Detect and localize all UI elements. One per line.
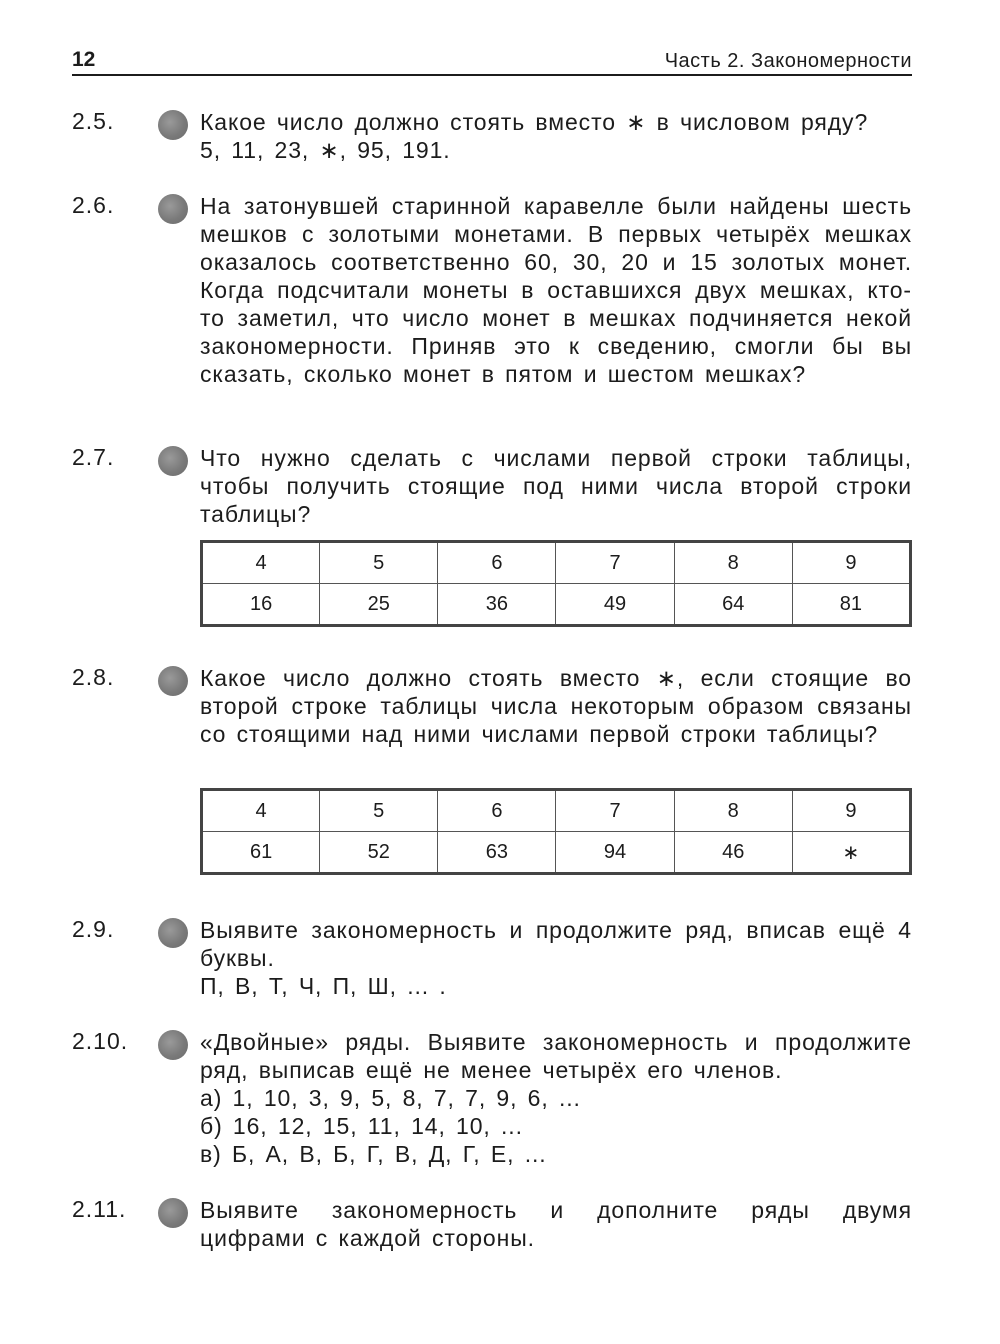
page-header — [72, 44, 912, 76]
table-cell: 64 — [674, 584, 792, 626]
table-row — [202, 542, 911, 584]
problem-text: Выявите закономерность и продолжите ряд, вписав ещё 4 буквы. — [200, 917, 912, 971]
table-row — [202, 584, 911, 626]
table-cell: 7 — [556, 542, 674, 584]
table-cell: 6 — [438, 542, 556, 584]
problem-number: 2.5. — [72, 108, 115, 134]
chapter-title: Часть 2. Закономерности — [664, 50, 912, 72]
problem-body — [200, 1196, 912, 1252]
problem-text: «Двойные» ряды. Выявите закономерность и продолжите ряд, выписав ещё не менее четырёх его членов. — [200, 1029, 912, 1083]
table-cell: 5 — [320, 542, 438, 584]
relation-table — [200, 788, 912, 875]
difficulty-dot-icon — [158, 110, 188, 140]
table-cell: 5 — [320, 790, 438, 832]
problem-number: 2.9. — [72, 916, 115, 942]
problem-number: 2.8. — [72, 664, 115, 690]
table-cell: 36 — [438, 584, 556, 626]
table-row — [202, 790, 911, 832]
table-cell: 16 — [202, 584, 320, 626]
table-cell: 61 — [202, 832, 320, 874]
table-cell: 7 — [556, 790, 674, 832]
problem-number: 2.10. — [72, 1028, 129, 1054]
problem-number: 2.7. — [72, 444, 115, 470]
series-c: в) Б, А, В, Б, Г, В, Д, Г, Е, ... — [200, 1141, 547, 1167]
problem-text: На затонувшей старинной каравелле были найдены шесть мешков с золотыми монетами. В первых четырёх мешках оказалось соответственно 60, 30, 20 и 15 золотых монет. Когда подсчитали монеты в оставшихся двух мешках, кто-то заметил, что число монет в мешках подчиняется некой закономерности. Приняв это к сведению, смогли бы вы сказать, сколько монет в пятом и шестом мешках? — [200, 193, 912, 387]
table-cell: 81 — [792, 584, 910, 626]
problem-body — [200, 444, 912, 528]
problem-number: 2.6. — [72, 192, 115, 218]
problem-number: 2.11. — [72, 1196, 127, 1222]
difficulty-dot-icon — [158, 918, 188, 948]
table-cell: 4 — [202, 790, 320, 832]
page-number: 12 — [72, 48, 96, 71]
table-cell: 52 — [320, 832, 438, 874]
difficulty-dot-icon — [158, 1030, 188, 1060]
table-cell: ∗ — [792, 832, 910, 874]
table-cell: 25 — [320, 584, 438, 626]
problem-body — [200, 192, 912, 388]
problem-body — [200, 1028, 912, 1168]
table-row — [202, 832, 911, 874]
table-cell: 94 — [556, 832, 674, 874]
letter-series: П, В, Т, Ч, П, Ш, ... . — [200, 973, 447, 999]
difficulty-dot-icon — [158, 1198, 188, 1228]
table-cell: 49 — [556, 584, 674, 626]
table-cell: 6 — [438, 790, 556, 832]
table-cell: 8 — [674, 790, 792, 832]
problem-text: Какое число должно стоять вместо ∗, если стоящие во второй строке таблицы числа некоторым образом связаны со стоящими над ними числами первой строки таблицы? — [200, 665, 912, 747]
problem-text: Какое число должно стоять вместо ∗ в числовом ряду? — [200, 109, 869, 135]
problem-text: Выявите закономерность и дополните ряды двумя цифрами с каждой стороны. — [200, 1197, 912, 1251]
difficulty-dot-icon — [158, 194, 188, 224]
squares-table — [200, 540, 912, 627]
problem-body — [200, 916, 912, 1000]
table-cell: 63 — [438, 832, 556, 874]
table-cell: 46 — [674, 832, 792, 874]
table-cell: 9 — [792, 542, 910, 584]
difficulty-dot-icon — [158, 446, 188, 476]
table-cell: 4 — [202, 542, 320, 584]
difficulty-dot-icon — [158, 666, 188, 696]
problem-body — [200, 664, 912, 748]
table-cell: 9 — [792, 790, 910, 832]
problem-body — [200, 108, 912, 164]
number-series: 5, 11, 23, ∗, 95, 191. — [200, 137, 451, 163]
series-b: б) 16, 12, 15, 11, 14, 10, ... — [200, 1113, 523, 1139]
table-cell: 8 — [674, 542, 792, 584]
series-a: а) 1, 10, 3, 9, 5, 8, 7, 7, 9, 6, ... — [200, 1085, 581, 1111]
problem-text: Что нужно сделать с числами первой строки таблицы, чтобы получить стоящие под ними числа второй строки таблицы? — [200, 445, 912, 527]
